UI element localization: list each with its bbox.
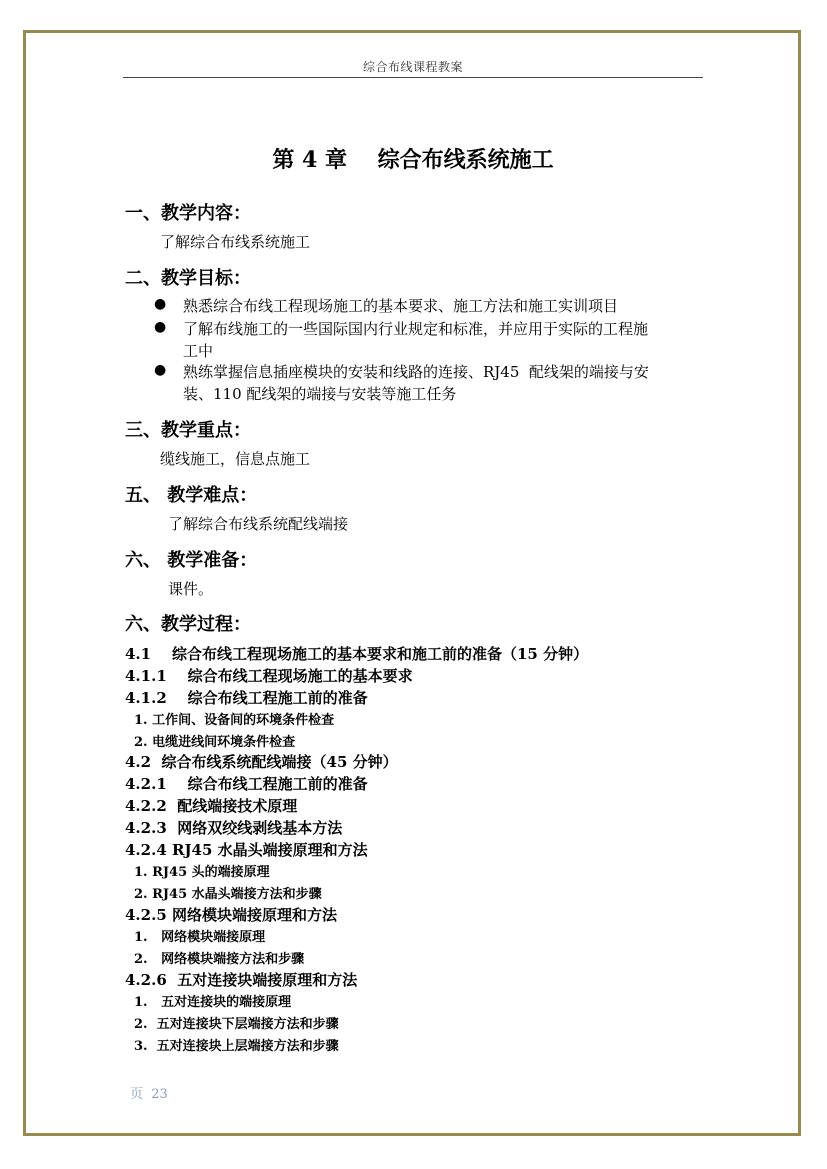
bullet-icon: ● <box>154 362 167 378</box>
process-item: 1. 五对连接块的端接原理 <box>134 995 292 1010</box>
section-heading-objectives: 二、教学目标： <box>125 268 251 289</box>
process-item: 4.2.6 五对连接块端接原理和方法 <box>125 971 358 989</box>
process-item: 2. 电缆进线间环境条件检查 <box>134 735 296 750</box>
process-item: 4.1 综合布线工程现场施工的基本要求和施工前的准备（15 分钟） <box>125 645 589 663</box>
objective-3-line-1: 熟练掌握信息插座模块的安装和线路的连接、RJ45 配线架的端接与安 <box>183 363 649 381</box>
process-item: 1. 网络模块端接原理 <box>134 930 266 945</box>
preparation-text: 课件。 <box>168 580 214 598</box>
chapter-title: 第 4 章 综合布线系统施工 <box>272 147 554 173</box>
process-item: 4.2.4 RJ45 水晶头端接原理和方法 <box>125 841 368 859</box>
header-rule <box>123 77 703 78</box>
bullet-icon: ● <box>154 296 167 312</box>
process-item: 2. 网络模块端接方法和步骤 <box>134 952 305 967</box>
process-item: 4.1.1 综合布线工程现场施工的基本要求 <box>125 667 413 685</box>
process-item: 3. 五对连接块上层端接方法和步骤 <box>134 1039 339 1054</box>
process-item: 1. 工作间、设备间的环境条件检查 <box>134 713 335 728</box>
process-item: 4.2 综合布线系统配线端接（45 分钟） <box>125 753 398 771</box>
section-heading-difficulties: 五、 教学难点： <box>125 485 258 506</box>
section-heading-content: 一、教学内容： <box>125 203 251 224</box>
section-heading-preparation: 六、 教学准备： <box>125 550 258 571</box>
section-heading-key-points: 三、教学重点： <box>125 420 251 441</box>
bullet-icon: ● <box>154 319 167 335</box>
process-item: 2. RJ45 水晶头端接方法和步骤 <box>134 887 322 902</box>
process-item: 4.2.3 网络双绞线剥线基本方法 <box>125 819 343 837</box>
key-points-text: 缆线施工，信息点施工 <box>160 450 311 468</box>
difficulties-text: 了解综合布线系统配线端接 <box>168 515 349 533</box>
page-number: 页 23 <box>130 1087 168 1102</box>
objective-3-line-2: 装、110 配线架的端接与安装等施工任务 <box>183 385 457 403</box>
objective-1-line-1: 熟悉综合布线工程现场施工的基本要求、施工方法和施工实训项目 <box>183 297 619 315</box>
section-heading-process: 六、教学过程： <box>125 614 251 635</box>
process-item: 4.2.5 网络模块端接原理和方法 <box>125 906 337 924</box>
objective-2-line-1: 了解布线施工的一些国际国内行业规定和标准，并应用于实际的工程施 <box>183 320 649 338</box>
process-item: 1. RJ45 头的端接原理 <box>134 865 270 880</box>
content-text: 了解综合布线系统施工 <box>160 233 311 251</box>
running-header: 综合布线课程教案 <box>362 60 463 74</box>
process-item: 4.2.1 综合布线工程施工前的准备 <box>125 775 368 793</box>
process-item: 4.1.2 综合布线工程施工前的准备 <box>125 689 368 707</box>
process-item: 2. 五对连接块下层端接方法和步骤 <box>134 1017 339 1032</box>
process-item: 4.2.2 配线端接技术原理 <box>125 797 298 815</box>
objective-2-line-2: 工中 <box>183 342 214 360</box>
